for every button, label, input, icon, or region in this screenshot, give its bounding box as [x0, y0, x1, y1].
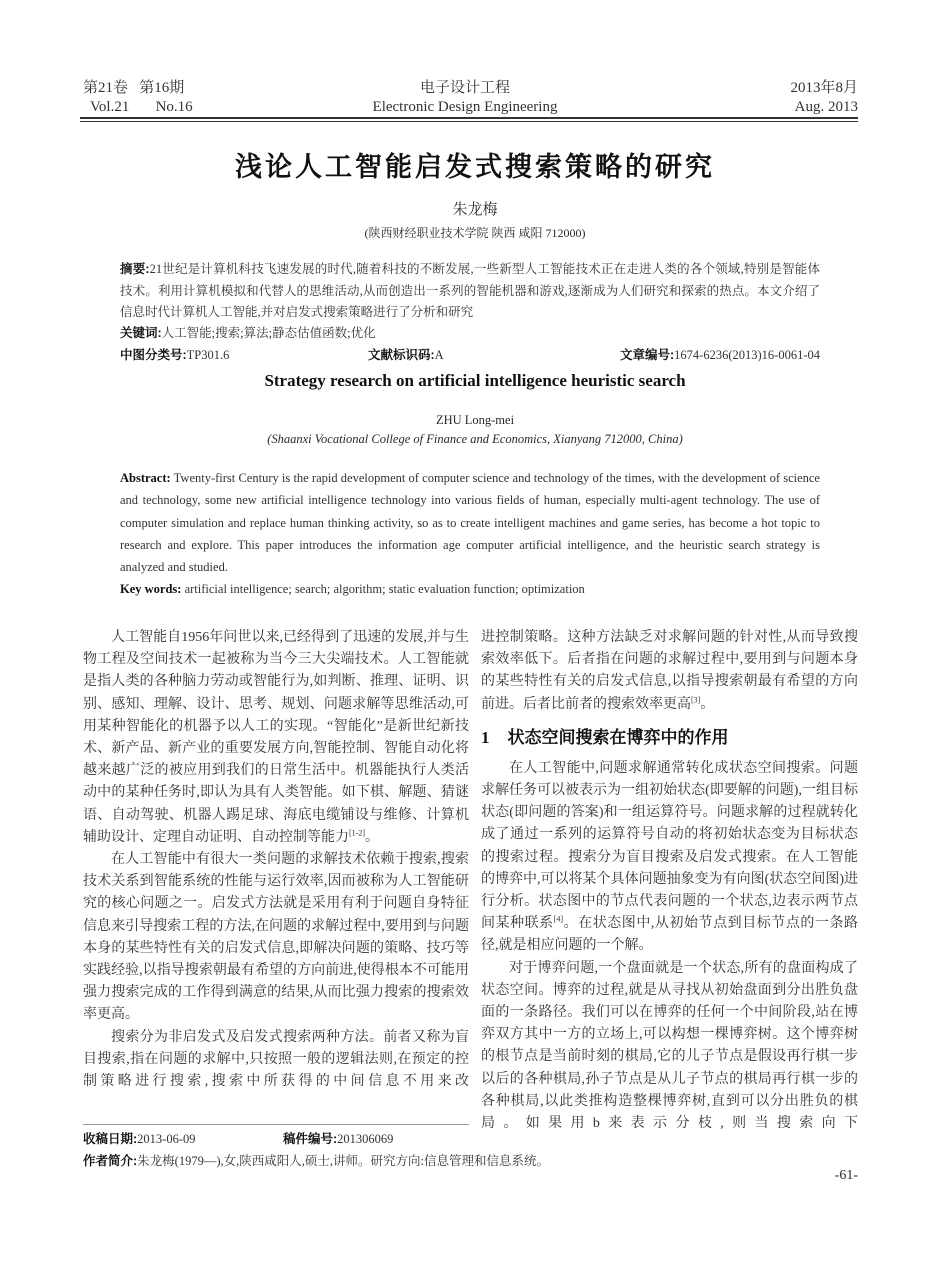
- paragraph-text: 在人工智能中,问题求解通常转化成状态空间搜索。问题求解任务可以被表示为一组初始状态(即要解的问题),一组目标状态(即问题的答案)和一组运算符号。问题求解的过程就转化成了通过一系列的运算符号自动的将初始状态变为目标状态的搜索过程。搜索分为盲目搜索及启发式搜索。在人工智能的博弈中,可以将某个具体问题抽象变为有向图(状态空间图)进行分析。状态图中的节点代表问题的一个状态,边表示两节点间某种联系: [481, 760, 858, 932]
- body-right-column: [481, 627, 858, 1135]
- abstract-en: [120, 467, 820, 578]
- clc: [120, 348, 229, 362]
- citation: [1-2]: [349, 828, 365, 838]
- author-cn: 朱龙梅: [452, 202, 498, 218]
- keywords-en: [120, 578, 820, 600]
- keywords-en-label: Key words:: [120, 582, 182, 596]
- paper-title-cn: 浅论人工智能启发式搜索策略的研究: [235, 152, 715, 182]
- keywords-cn-text: 人工智能;搜索;算法;静态估值函数;优化: [161, 326, 376, 340]
- article-no: [620, 345, 820, 367]
- article-no-label: 文章编号:: [620, 348, 675, 362]
- citation: [3]: [691, 694, 701, 704]
- paragraph-end: 。: [700, 696, 715, 712]
- paragraph-text: 对于博弈问题,一个盘面就是一个状态,所有的盘面构成了状态空间。博弈的过程,就是从寻找从初始盘面到分出胜负盘面的一条路径。我们可以在博弈的任何一个中间阶段,站在博弈双方其中一方的立场上,可以构想一棵博弈树。这个博弈树的根节点是当前时刻的棋局,它的儿子节点是假设再行棋一步以后的各种棋局,孙子节点是从儿子节点的棋局再行棋一步的各种棋局,以此类推构造整棵博弈树,直到可以分出胜负的棋局。如果用b来表示分枝,则当搜索向下: [481, 960, 858, 1132]
- abstract-cn-label: 摘要:: [120, 262, 150, 276]
- abstract-cn-text: 21世纪是计算机科技飞速发展的时代,随着科技的不断发展,一些新型人工智能技术正在走进人类的各个领域,特别是智能体技术。利用计算机模拟和代替人的思维活动,从而创造出一系列的智能机器和游戏,逐渐成为人们研究和探索的热点。本文介绍了信息时代计算机人工智能,并对启发式搜索策略进行了分析和研究: [120, 262, 820, 319]
- classification-line: [120, 345, 820, 367]
- paragraph: [481, 958, 858, 1136]
- paragraph-text: 人工智能自1956年问世以来,已经得到了迅速的发展,并与生物工程及空间技术一起被称为当今三大尖端技术。人工智能就是指人类的各种脑力劳动或智能行为,如判断、推理、证明、识别、感知、理解、设计、思考、规划、问题求解等思维活动,可用某种智能化的机器予以人工的实现。“智能化”是新世纪新技术、新产品、新产业的重要发展方向,智能控制、智能自动化将越来越广泛的被应用到我们的日常生活中。机器能执行人类活动中的某种任务时,即认为具有人类智能。如下棋、解题、猜谜语、自动驾驶、机器人踢足球、海底电缆铺设与维修、计算机辅助设计、定理自动证明、自动控制等能力: [83, 630, 469, 845]
- article-no-value: 1674-6236(2013)16-0061-04: [674, 348, 820, 362]
- paragraph: [83, 849, 469, 1027]
- journal-title-en: Electronic Design Engineering: [372, 99, 558, 115]
- abstract-en-text: Twenty-first Century is the rapid development of computer science and technology of the times, with the development of science and technology, some new artificial intelligence technology into various fields of human, especially multi-agent technology. The use of computer simulation and replace human thinking activity, so as to create intelligent machines and game series, has become a hot topic to research and explore. This paper introduces the information age computer artificial intelligence, and the heuristic search strategy is analyzed and studied.: [120, 471, 820, 575]
- keywords-en-text: artificial intelligence; search; algorithm; static evaluation function; optimization: [184, 582, 585, 596]
- paragraph: [481, 758, 858, 958]
- author-bio-text: 朱龙梅(1979—),女,陕西咸阳人,硕士,讲师。研究方向:信息管理和信息系统。: [137, 1154, 549, 1168]
- doc-code-value: A: [434, 348, 444, 362]
- author-en: ZHU Long-mei: [435, 413, 515, 427]
- manuscript-number: [283, 1129, 393, 1149]
- header-rule: [80, 117, 858, 119]
- author-bio: [83, 1151, 549, 1171]
- clc-label: 中图分类号:: [120, 348, 187, 362]
- paper-title-en: Strategy research on artificial intelligence heuristic search: [264, 371, 686, 390]
- affiliation-cn: (陕西财经职业技术学院 陕西 咸阳 712000): [364, 226, 586, 240]
- received-date: [83, 1129, 196, 1149]
- keywords-cn: [120, 323, 820, 345]
- keywords-cn-label: 关键词:: [120, 326, 162, 340]
- issue-cn: 第16期: [139, 80, 185, 96]
- date-cn: 2013年8月: [790, 80, 858, 96]
- abstract-cn: [120, 259, 820, 324]
- paragraph-text: 在人工智能中有很大一类问题的求解技术依赖于搜索,搜索技术关系到智能系统的性能与运行效率,因而被称为人工智能研究的核心问题之一。启发式方法就是采用有利于问题自身特征信息来引导搜索工程的方法,在问题的求解过程中,要用到与问题本身的某些特性有关的启发式信息,即解决问题的策略、技巧等实践经验,以指导搜索朝最有希望的方向前进,使得根本不可能用强力搜索完成的工作得到满意的结果,从而比强力搜索的搜索效率更高。: [83, 852, 469, 1023]
- manuscript-value: 201306069: [337, 1132, 394, 1146]
- paragraph-text: 进控制策略。这种方法缺乏对求解问题的针对性,从而导致搜索效率低下。后者指在问题的求解过程中,要用到与问题本身的某些特性有关的启发式信息,以指导搜索朝最有希望的方向前进。后者比前者的搜索效率更高: [481, 630, 858, 712]
- received-label: 收稿日期:: [83, 1132, 138, 1146]
- abstract-en-label: Abstract:: [120, 471, 171, 485]
- doc-code: [368, 345, 444, 367]
- citation: [4]: [553, 914, 564, 924]
- volume-cn: 第21卷: [83, 80, 129, 96]
- section-title: 状态空间搜索在博弈中的作用: [507, 727, 729, 747]
- section-heading: [481, 726, 858, 750]
- header-rule-thin: [80, 121, 858, 122]
- journal-title-cn: 电子设计工程: [419, 79, 510, 96]
- paragraph-end: 。: [365, 829, 379, 845]
- paragraph: [83, 627, 469, 849]
- paragraph-continued: [481, 627, 858, 716]
- paragraph-text: 搜索分为非启发式及启发式搜索两种方法。前者又称为盲目搜索,指在问题的求解中,只按照一般的逻辑法则,在预定的控制策略进行搜索,搜索中所获得的中间信息不用来改: [83, 1029, 469, 1090]
- manuscript-label: 稿件编号:: [283, 1132, 338, 1146]
- clc-value: TP301.6: [186, 348, 230, 362]
- affiliation-en: (Shaanxi Vocational College of Finance and Economics, Xianyang 712000, China): [267, 432, 683, 446]
- volume-en: Vol.21: [90, 99, 130, 115]
- paragraph-end: 。在状态图中,从初始节点到目标节点的一条路径,就是相应问题的一个解。: [481, 916, 859, 954]
- page-number: -61-: [834, 1168, 858, 1183]
- section-number: 1: [481, 727, 490, 747]
- received-value: 2013-06-09: [137, 1132, 196, 1146]
- doc-code-label: 文献标识码:: [368, 348, 435, 362]
- paragraph: [83, 1027, 469, 1094]
- issue-en: No.16: [155, 99, 193, 115]
- body-left-column: [83, 627, 469, 1093]
- author-bio-label: 作者简介:: [83, 1154, 138, 1168]
- footnote-rule: [83, 1124, 469, 1125]
- date-en: Aug. 2013: [794, 99, 858, 115]
